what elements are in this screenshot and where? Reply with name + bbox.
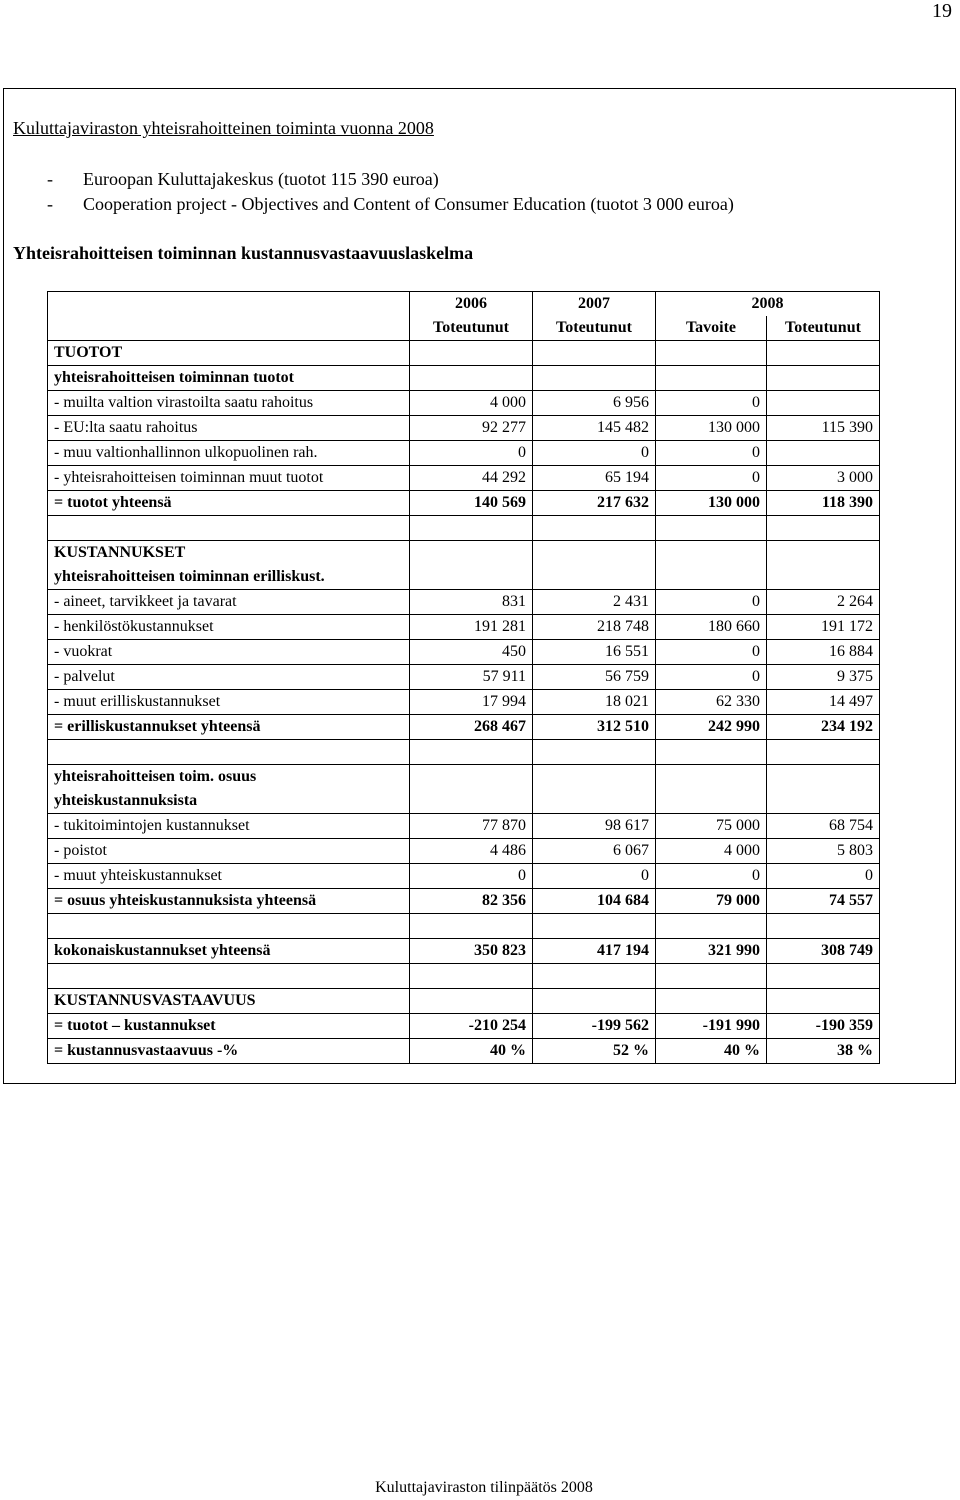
value-2006 [410,740,533,765]
table-row [48,516,880,541]
row-label: - henkilöstökustannukset [48,615,410,640]
value-2008-actual [767,789,880,814]
value-2008-target: 40 % [656,1039,767,1064]
row-label: = tuotot – kustannukset [48,1014,410,1039]
value-2007: 16 551 [533,640,656,665]
value-2007 [533,964,656,989]
list-item [47,167,734,192]
table-row [48,690,880,715]
table-row [48,441,880,466]
value-2008-actual: 118 390 [767,491,880,516]
value-2007: 218 748 [533,615,656,640]
page-number: 19 [932,0,952,22]
row-label: kokonaiskustannukset yhteensä [48,939,410,964]
value-2007 [533,789,656,814]
value-2006 [410,989,533,1014]
table-row [48,640,880,665]
table-row [48,491,880,516]
value-2007: 0 [533,441,656,466]
row-label: yhteiskustannuksista [48,789,410,814]
header-blank [48,292,410,317]
header-col-2008-actual: Toteutunut [767,316,880,341]
value-2006 [410,565,533,590]
row-label: KUSTANNUSVASTAAVUUS [48,989,410,1014]
value-2007 [533,989,656,1014]
value-2008-target [656,740,767,765]
cost-table [47,291,880,1064]
value-2006: 57 911 [410,665,533,690]
value-2008-actual [767,441,880,466]
page-footer [0,1479,960,1497]
value-2006: 831 [410,590,533,615]
value-2007: -199 562 [533,1014,656,1039]
value-2006 [410,366,533,391]
row-label: = erilliskustannukset yhteensä [48,715,410,740]
value-2008-actual: 2 264 [767,590,880,615]
value-2007: 18 021 [533,690,656,715]
value-2006: 140 569 [410,491,533,516]
value-2008-target: 130 000 [656,491,767,516]
value-2008-actual: 14 497 [767,690,880,715]
value-2008-actual [767,341,880,366]
value-2008-actual: 115 390 [767,416,880,441]
footer-text: Kuluttajaviraston tilinpäätös 2008 [375,1479,593,1496]
value-2007 [533,914,656,939]
value-2006: 350 823 [410,939,533,964]
section-title: Kuluttajaviraston yhteisrahoitteinen toiminta vuonna 2008 [13,118,434,138]
table-heading: Yhteisrahoitteisen toiminnan kustannusvastaavuuslaskelma [13,243,474,263]
value-2007: 6 956 [533,391,656,416]
row-label [48,516,410,541]
row-label: = kustannusvastaavuus -% [48,1039,410,1064]
value-2008-target: 4 000 [656,839,767,864]
value-2008-target: 242 990 [656,715,767,740]
value-2008-actual: 68 754 [767,814,880,839]
row-label: - muilta valtion virastoilta saatu rahoitus [48,391,410,416]
value-2008-actual [767,565,880,590]
value-2008-target: 79 000 [656,889,767,914]
value-2008-actual [767,914,880,939]
table-row [48,989,880,1014]
value-2007 [533,541,656,566]
value-2008-actual: 0 [767,864,880,889]
value-2006: 268 467 [410,715,533,740]
value-2008-target [656,989,767,1014]
value-2007 [533,341,656,366]
table-row [48,964,880,989]
value-2008-target: 0 [656,441,767,466]
list-dash: - [47,169,53,189]
row-label: KUSTANNUKSET [48,541,410,566]
value-2007: 2 431 [533,590,656,615]
value-2006 [410,765,533,790]
value-2007 [533,516,656,541]
value-2008-actual [767,964,880,989]
project-list [47,167,734,217]
table-row [48,466,880,491]
value-2008-actual [767,391,880,416]
value-2007: 0 [533,864,656,889]
value-2008-target [656,366,767,391]
list-item [47,192,734,217]
table-row [48,615,880,640]
value-2008-target [656,765,767,790]
table-row [48,839,880,864]
value-2008-target: 0 [656,665,767,690]
table-row [48,814,880,839]
table-row [48,1014,880,1039]
table-row [48,939,880,964]
table-row [48,789,880,814]
table-row [48,366,880,391]
value-2008-target: 130 000 [656,416,767,441]
row-label: - muut erilliskustannukset [48,690,410,715]
header-year-2006: 2006 [410,292,533,317]
header-year-2008: 2008 [656,292,880,317]
value-2007: 145 482 [533,416,656,441]
value-2008-target [656,914,767,939]
value-2007: 56 759 [533,665,656,690]
value-2006 [410,516,533,541]
cost-table-body [48,292,880,1064]
value-2008-actual: 9 375 [767,665,880,690]
header-year-2007: 2007 [533,292,656,317]
value-2006: 92 277 [410,416,533,441]
row-label: - tukitoimintojen kustannukset [48,814,410,839]
list-item-text: Cooperation project - Objectives and Content of Consumer Education (tuotot 3 000 euroa) [83,194,734,214]
value-2006 [410,789,533,814]
row-label: = tuotot yhteensä [48,491,410,516]
value-2008-actual: 234 192 [767,715,880,740]
table-row [48,864,880,889]
header-col-2007: Toteutunut [533,316,656,341]
table-row [48,665,880,690]
value-2007 [533,565,656,590]
value-2006 [410,914,533,939]
row-label: - muut yhteiskustannukset [48,864,410,889]
value-2006: 40 % [410,1039,533,1064]
value-2008-actual: 38 % [767,1039,880,1064]
table-row [48,590,880,615]
value-2006: 44 292 [410,466,533,491]
value-2008-actual: 5 803 [767,839,880,864]
value-2008-actual [767,740,880,765]
header-blank [48,316,410,341]
value-2008-target: 0 [656,391,767,416]
value-2006: 4 486 [410,839,533,864]
value-2008-actual: 3 000 [767,466,880,491]
value-2008-actual [767,765,880,790]
value-2008-target: 0 [656,466,767,491]
value-2008-target [656,565,767,590]
row-label: yhteisrahoitteisen toim. osuus [48,765,410,790]
value-2007 [533,740,656,765]
row-label: TUOTOT [48,341,410,366]
row-label: yhteisrahoitteisen toiminnan tuotot [48,366,410,391]
row-label: - vuokrat [48,640,410,665]
value-2008-actual: 308 749 [767,939,880,964]
header-col-2008-target: Tavoite [656,316,767,341]
header-col-2006: Toteutunut [410,316,533,341]
value-2006: 82 356 [410,889,533,914]
value-2007: 312 510 [533,715,656,740]
value-2007 [533,366,656,391]
value-2007: 65 194 [533,466,656,491]
value-2007: 6 067 [533,839,656,864]
value-2008-target: 62 330 [656,690,767,715]
value-2008-actual [767,541,880,566]
list-dash: - [47,194,53,214]
table-row [48,391,880,416]
table-row [48,765,880,790]
value-2007: 104 684 [533,889,656,914]
row-label: - aineet, tarvikkeet ja tavarat [48,590,410,615]
value-2007: 417 194 [533,939,656,964]
row-label [48,740,410,765]
value-2008-target: 321 990 [656,939,767,964]
row-label: = osuus yhteiskustannuksista yhteensä [48,889,410,914]
value-2007: 217 632 [533,491,656,516]
value-2006: 450 [410,640,533,665]
row-label: - muu valtionhallinnon ulkopuolinen rah. [48,441,410,466]
value-2008-target [656,541,767,566]
table-row [48,341,880,366]
row-label: - poistot [48,839,410,864]
value-2006: 4 000 [410,391,533,416]
value-2008-target: 0 [656,590,767,615]
table-row [48,565,880,590]
list-item-text: Euroopan Kuluttajakeskus (tuotot 115 390 euroa) [83,169,439,189]
value-2008-actual [767,516,880,541]
value-2007 [533,765,656,790]
value-2006: -210 254 [410,1014,533,1039]
row-label: - yhteisrahoitteisen toiminnan muut tuotot [48,466,410,491]
value-2008-target [656,516,767,541]
value-2006: 0 [410,864,533,889]
header-row-columns [48,316,880,341]
row-label [48,964,410,989]
value-2008-target [656,789,767,814]
value-2006: 17 994 [410,690,533,715]
value-2008-actual: -190 359 [767,1014,880,1039]
value-2008-actual: 74 557 [767,889,880,914]
value-2007: 52 % [533,1039,656,1064]
value-2006 [410,964,533,989]
value-2006 [410,541,533,566]
value-2008-actual [767,366,880,391]
row-label: - palvelut [48,665,410,690]
value-2008-target: 0 [656,864,767,889]
value-2008-target [656,341,767,366]
value-2008-target: -191 990 [656,1014,767,1039]
table-row [48,416,880,441]
row-label: yhteisrahoitteisen toiminnan erilliskust. [48,565,410,590]
value-2006: 191 281 [410,615,533,640]
value-2008-target [656,964,767,989]
table-row [48,889,880,914]
value-2006 [410,341,533,366]
value-2008-target: 180 660 [656,615,767,640]
value-2008-actual: 191 172 [767,615,880,640]
table-row [48,1039,880,1064]
row-label [48,914,410,939]
row-label: - EU:lta saatu rahoitus [48,416,410,441]
header-row-years [48,292,880,317]
value-2006: 0 [410,441,533,466]
table-row [48,715,880,740]
value-2006: 77 870 [410,814,533,839]
table-row [48,914,880,939]
table-row [48,740,880,765]
value-2007: 98 617 [533,814,656,839]
value-2008-target: 0 [656,640,767,665]
value-2008-actual: 16 884 [767,640,880,665]
value-2008-target: 75 000 [656,814,767,839]
value-2008-actual [767,989,880,1014]
table-row [48,541,880,566]
